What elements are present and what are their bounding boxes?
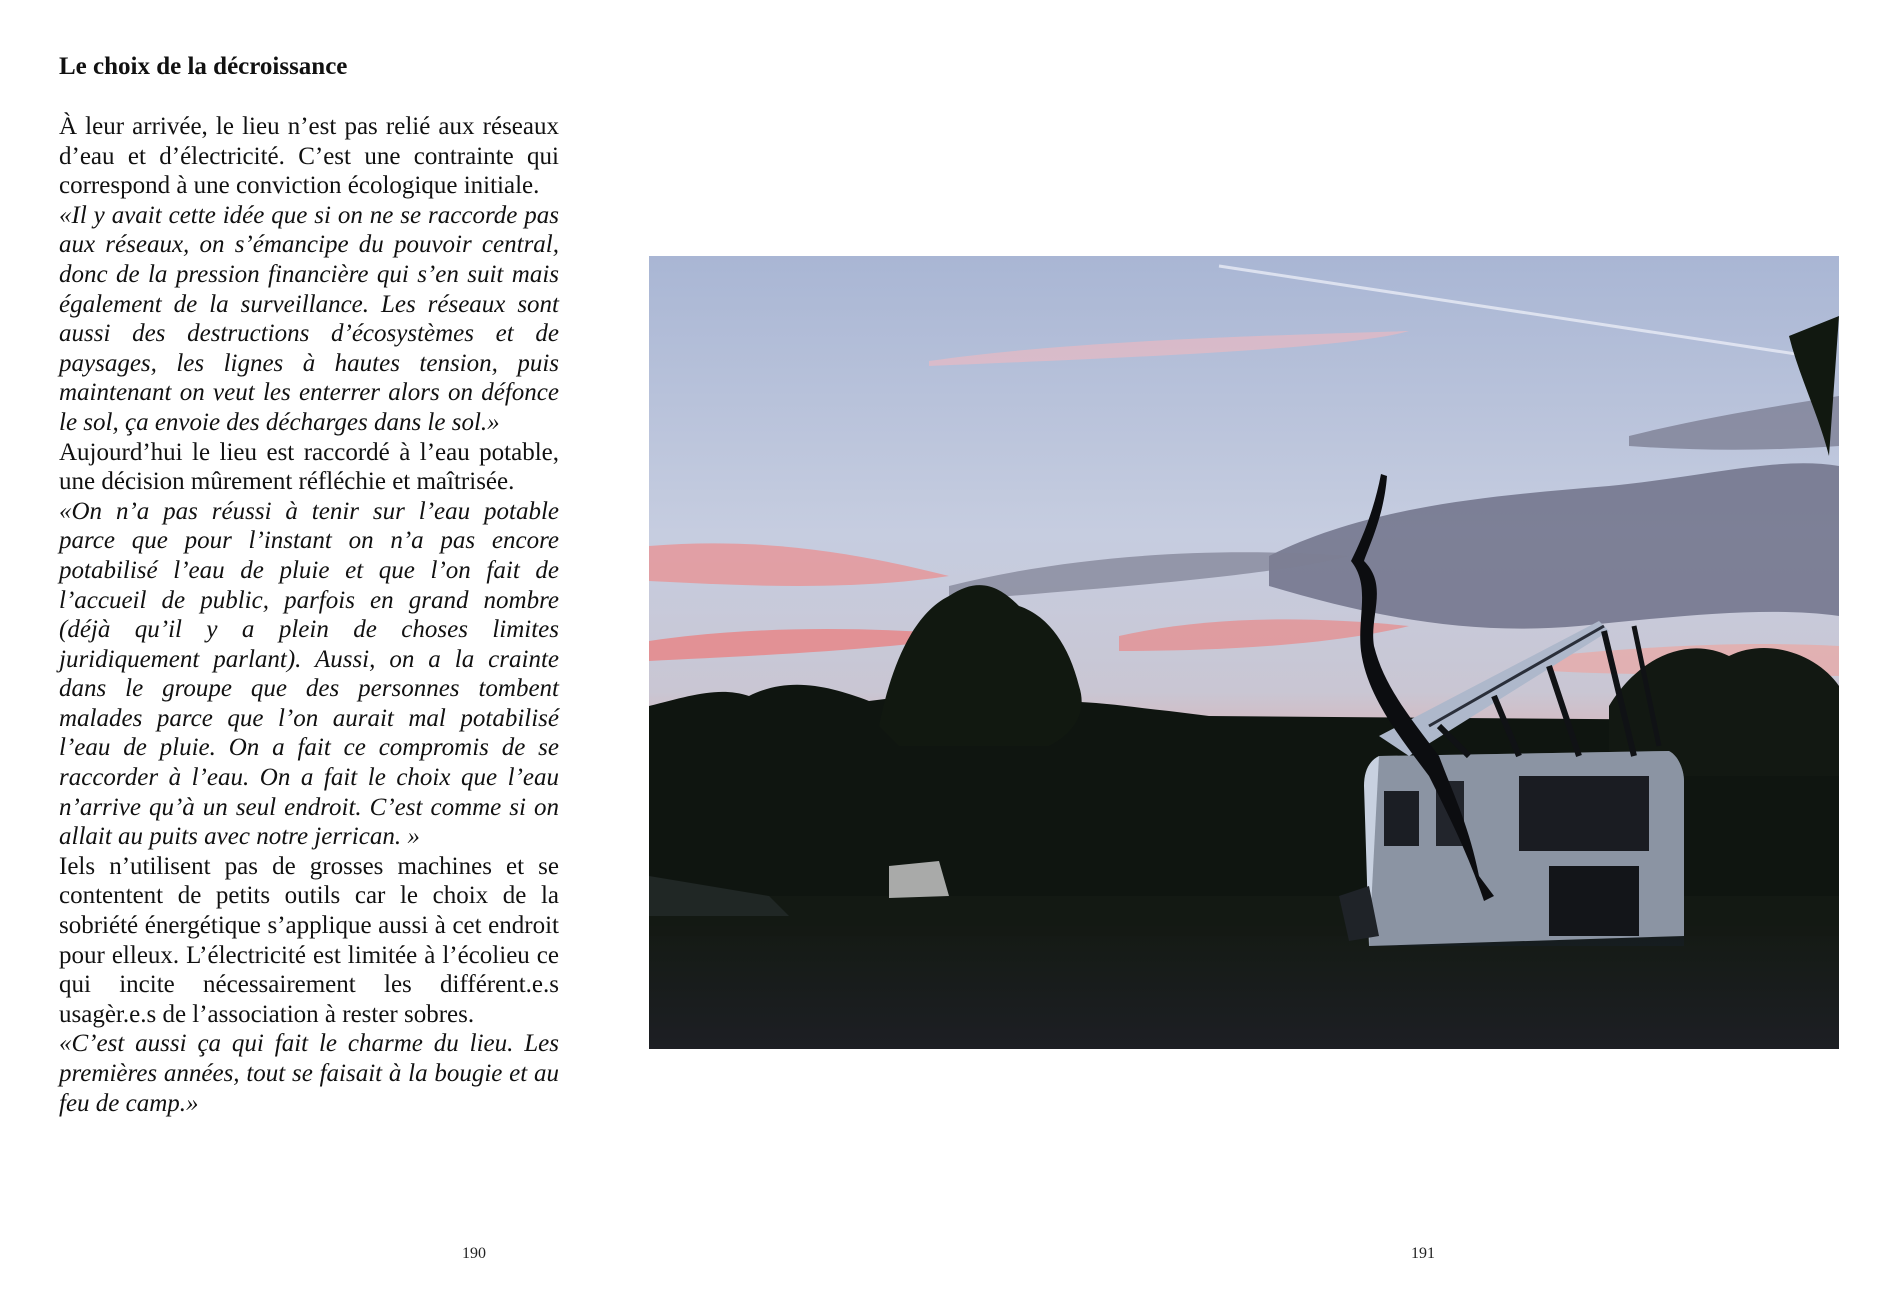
quote-charm: «C’est aussi ça qui fait le charme du lieu. Les premières années, tout se faisait à la bougie et au feu de camp.» (59, 1030, 559, 1117)
paragraph-intro: À leur arrivée, le lieu n’est pas relié aux réseaux d’eau et d’électricité. C’est une contrainte qui correspond à une conviction écologique initiale. (59, 113, 559, 200)
photo-illustration (649, 256, 1839, 1049)
text-column (59, 52, 559, 1118)
paragraph-water: Aujourd’hui le lieu est raccordé à l’eau potable, une décision mûrement réfléchie et maîtrisée. (59, 438, 559, 496)
page-number-left: 190 (462, 1245, 486, 1262)
photo-caravan-dusk (649, 256, 1839, 1049)
caravan-sign (1549, 866, 1639, 936)
paragraph-tools: Iels n’utilisent pas de grosses machines et se contentent de petits outils car le choix de la sobriété énergétique s’applique aussi à cet endroit pour elleux. L’électricité est limitée à l’écolieu ce qui incite nécessairement les différent.e.s usagèr.e.s de l’association à rester sobres. (59, 852, 559, 1028)
page-number-right: 191 (1411, 1245, 1435, 1262)
bag-pile (889, 861, 949, 898)
caravan-window-large (1519, 776, 1649, 851)
section-heading: Le choix de la décroissance (59, 53, 348, 80)
caravan-door-window (1384, 791, 1419, 846)
quote-networks: «Il y avait cette idée que si on ne se raccorde pas aux réseaux, on s’émancipe du pouvoir central, donc de la pression financière qui s’en suit mais également de la surveillance. Les réseaux sont aussi des destructions d’écosystèmes et de paysages, les lignes à hautes tension, puis maintenant on veut les enterrer alors on défonce le sol, ça envoie des décharges dans le sol.» (59, 201, 559, 436)
quote-drinking-water: «On n’a pas réussi à tenir sur l’eau potable parce que pour l’instant on n’a pas encore potabilisé l’eau de pluie et que l’on fait de l’accueil de public, parfois en grand nombre (déjà qu’il y a plein de choses limites juridiquement parlant). Aussi, on a la crainte dans le groupe que des personnes tombent malades parce que l’on aurait mal potabilisé l’eau de pluie. On a fait ce compromis de se raccorder à l’eau. On a fait le choix que l’eau n’arrive qu’à un seul endroit. C’est comme si on allait au puits avec notre jerrican. » (59, 497, 559, 851)
